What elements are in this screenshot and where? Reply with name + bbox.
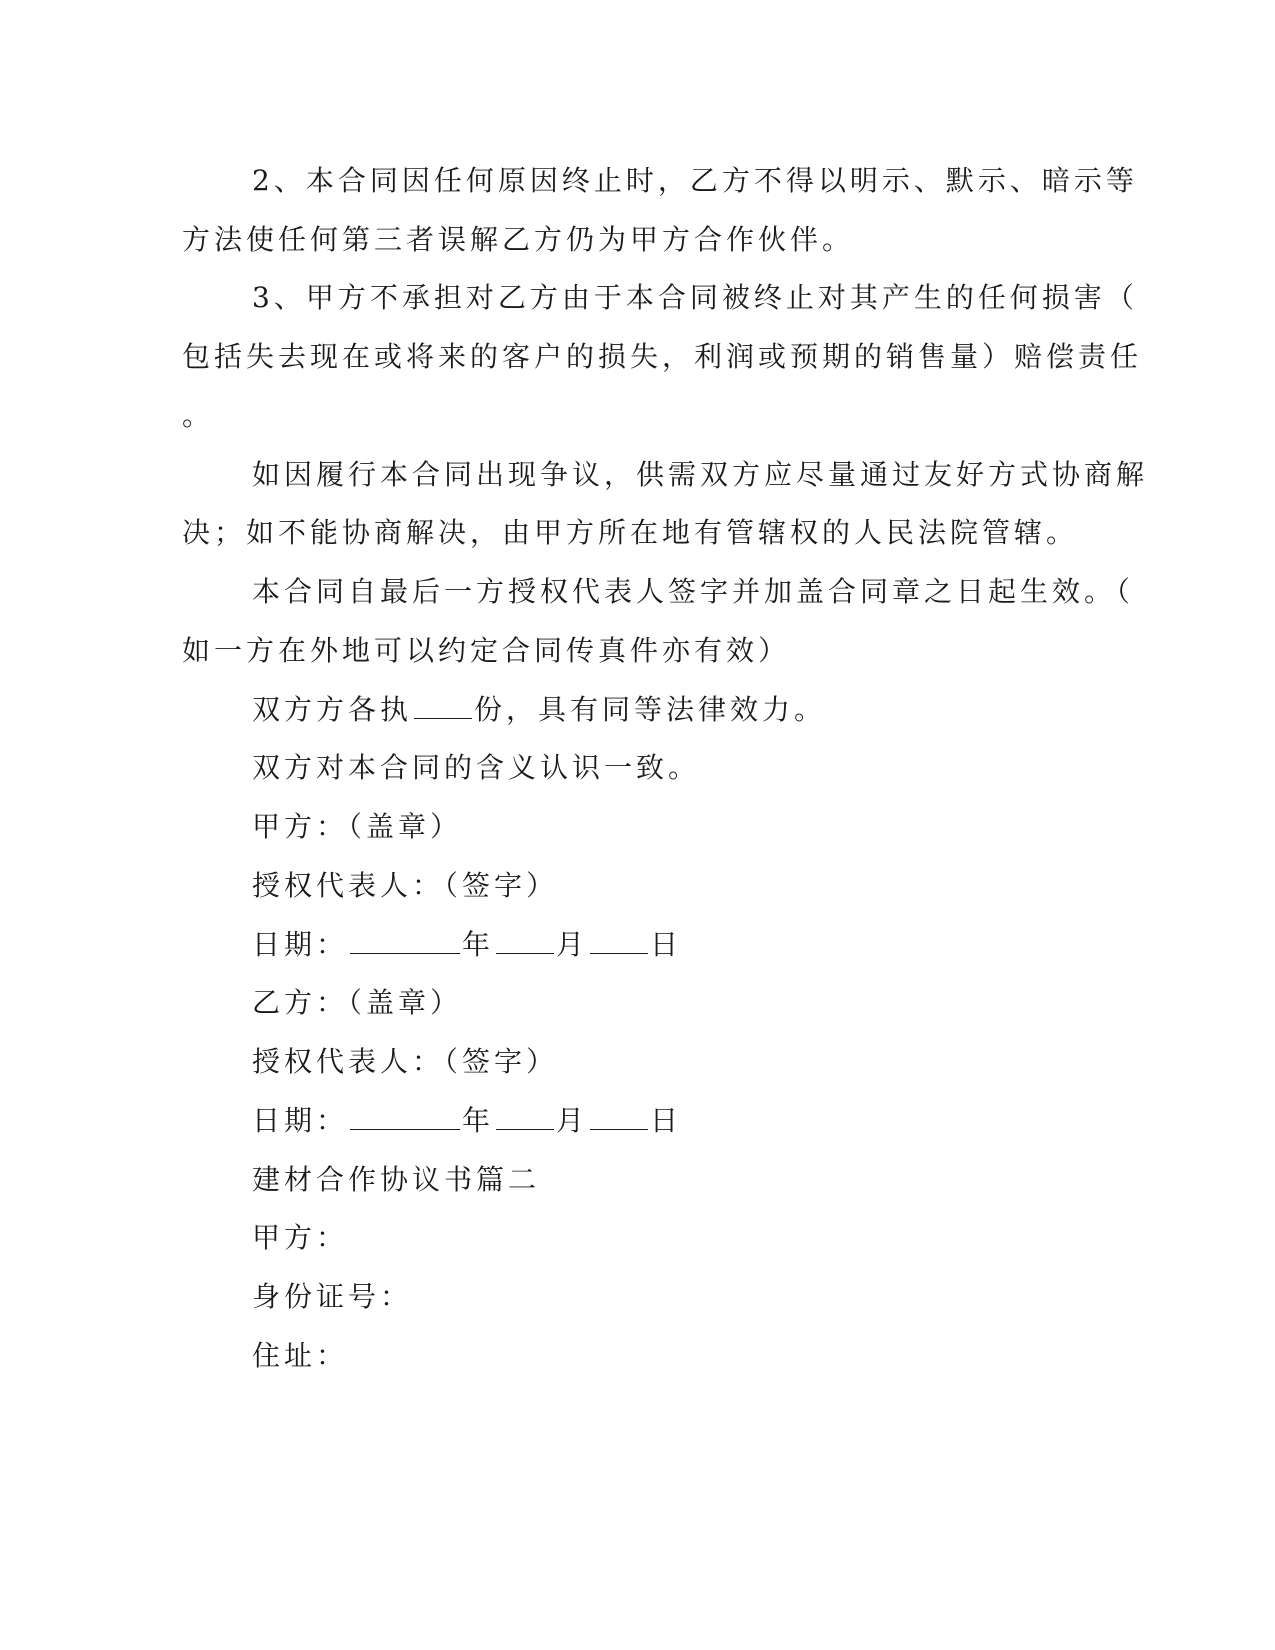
party-b-date: [252, 1103, 682, 1139]
month-blank: [496, 927, 554, 954]
date-label: 日期：: [252, 1104, 349, 1137]
month-label: 月: [556, 928, 589, 961]
effect-line-2: 如一方在外地可以约定合同传真件亦有效）: [182, 634, 791, 667]
section-title: 建材合作协议书篇二: [252, 1163, 541, 1196]
day-blank: [590, 927, 648, 954]
copies-blank: [414, 692, 472, 719]
month-blank: [496, 1103, 554, 1130]
year-blank: [350, 927, 460, 954]
month-label: 月: [556, 1104, 589, 1137]
party-b-representative: 授权代表人：（签字）: [252, 1045, 559, 1078]
party-a-representative: 授权代表人：（签字）: [252, 869, 559, 902]
clause-3-line-2: 包括失去现在或将来的客户的损失，利润或预期的销售量）赔偿责任: [182, 340, 1143, 373]
day-label: 日: [650, 928, 683, 961]
address-label: 住址：: [252, 1339, 349, 1372]
date-label: 日期：: [252, 928, 349, 961]
copies-line: [252, 692, 826, 728]
dispute-line-1: 如因履行本合同出现争议，供需双方应尽量通过友好方式协商解: [252, 458, 1149, 491]
clause-2-line-2: 方法使任何第三者误解乙方仍为甲方合作伙伴。: [182, 223, 855, 256]
consensus-line: 双方对本合同的含义认识一致。: [252, 751, 701, 784]
dispute-line-2: 决；如不能协商解决，由甲方所在地有管辖权的人民法院管辖。: [182, 516, 1079, 549]
party-b-seal: 乙方：（盖章）: [252, 986, 463, 1019]
party-a-seal: 甲方：（盖章）: [252, 810, 463, 843]
clause-3-line-3: 。: [182, 399, 215, 432]
id-number-label: 身份证号：: [252, 1280, 413, 1313]
year-label: 年: [462, 928, 495, 961]
copies-suffix: 份，具有同等法律效力。: [474, 693, 827, 726]
year-label: 年: [462, 1104, 495, 1137]
day-label: 日: [650, 1104, 683, 1137]
year-blank: [350, 1103, 460, 1130]
effect-line-1: 本合同自最后一方授权代表人签字并加盖合同章之日起生效。（: [252, 575, 1135, 608]
clause-3-line-1: 3、甲方不承担对乙方由于本合同被终止对其产生的任何损害（: [252, 281, 1138, 314]
clause-2-line-1: 2、本合同因任何原因终止时，乙方不得以明示、默示、暗示等: [252, 164, 1138, 197]
day-blank: [590, 1103, 648, 1130]
copies-prefix: 双方方各执: [252, 693, 413, 726]
party-a-label: 甲方：: [252, 1221, 349, 1254]
party-a-date: [252, 927, 682, 963]
